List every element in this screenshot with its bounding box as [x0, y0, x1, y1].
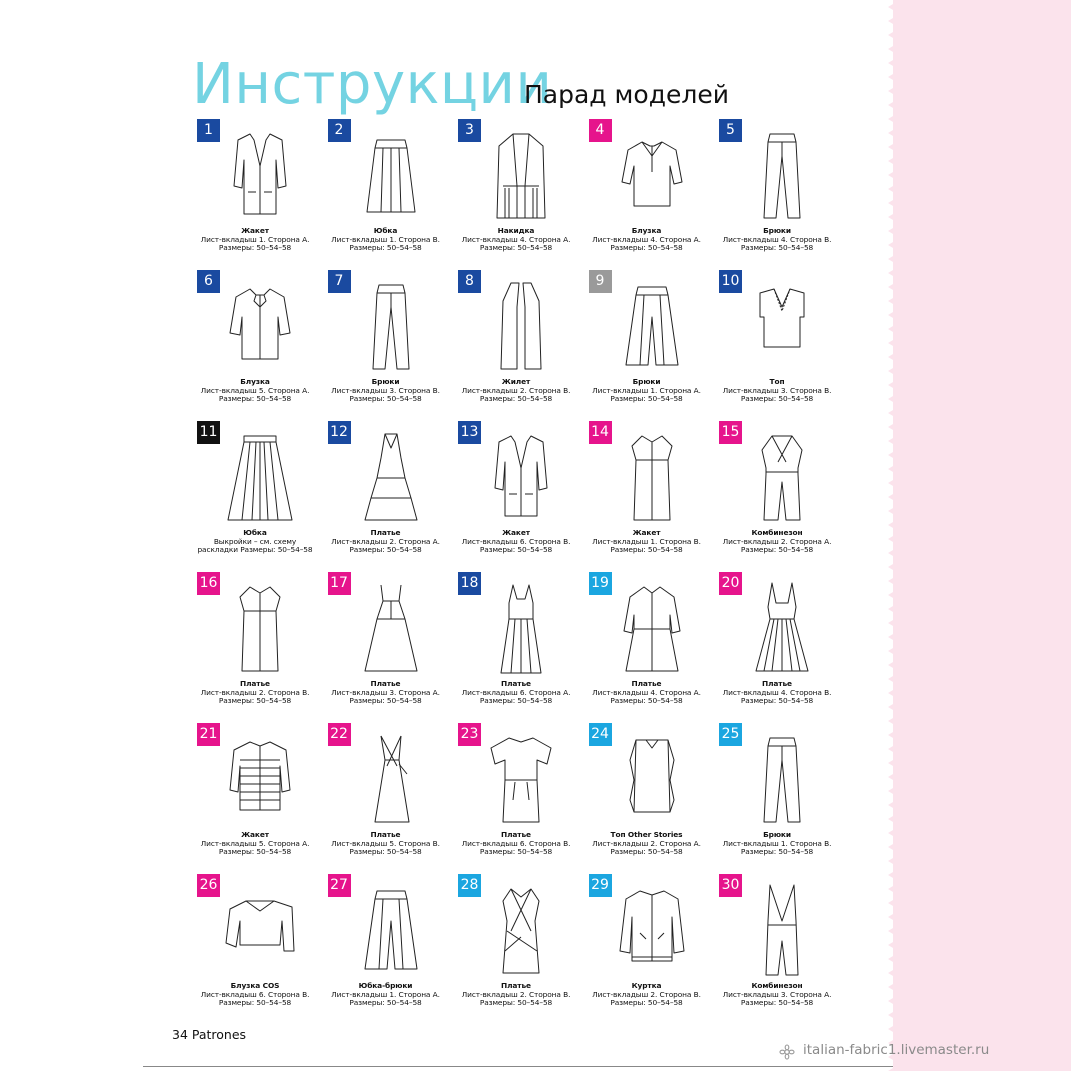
dress-tiered-icon — [351, 428, 431, 528]
model-number-badge: 30 — [719, 874, 742, 897]
model-name: Брюки — [371, 377, 400, 386]
model-caption — [190, 680, 320, 706]
model-sheet: Лист-вкладыш 4. Сторона А. — [461, 234, 571, 244]
model-caption — [190, 227, 320, 253]
dress-icon — [612, 428, 692, 528]
model-sizes: Размеры: 50–54–58 — [349, 998, 422, 1008]
model-sheet: Лист-вкладыш 1. Сторона А. — [331, 989, 440, 999]
model-number-badge: 25 — [719, 723, 742, 746]
jumpsuit-v-icon — [742, 881, 822, 981]
model-card — [190, 571, 321, 722]
bomber-icon — [612, 881, 692, 981]
model-name: Блузка — [240, 377, 270, 386]
model-sizes: Размеры: 50–54–58 — [479, 847, 553, 857]
model-name: Куртка — [631, 981, 662, 990]
dress-wrap-icon — [351, 730, 431, 830]
model-number-badge: 8 — [458, 270, 481, 293]
trousers-icon — [742, 126, 822, 226]
model-card — [582, 722, 713, 873]
model-name: Блузка — [631, 226, 662, 235]
model-card — [451, 571, 582, 722]
model-sizes: Размеры: 50–54–58 — [610, 394, 683, 404]
dress-pleated-icon — [742, 579, 822, 679]
model-number-badge: 15 — [719, 421, 742, 444]
side-decor-stripe — [893, 0, 1071, 1071]
model-sheet: Лист-вкладыш 6. Сторона В. — [461, 536, 571, 546]
dress-drape-icon — [481, 881, 561, 981]
model-sheet: Лист-вкладыш 1. Сторона А. — [592, 385, 701, 395]
model-caption — [321, 831, 451, 857]
model-sizes: Размеры: 50–54–58 — [349, 847, 422, 857]
model-number-badge: 9 — [589, 270, 612, 293]
model-number-badge: 29 — [589, 874, 612, 897]
dress-tee-icon — [481, 730, 561, 830]
model-sheet: Лист-вкладыш 2. Сторона В. — [461, 989, 571, 999]
model-caption — [190, 831, 320, 857]
model-caption — [190, 378, 320, 404]
model-caption — [712, 982, 842, 1008]
model-sheet: Лист-вкладыш 3. Сторона В. — [722, 385, 832, 395]
model-caption — [451, 227, 581, 253]
shirtdress-icon — [612, 579, 692, 679]
model-card — [451, 873, 582, 1024]
model-sizes: Размеры: 50–54–58 — [349, 545, 422, 555]
jacket-icon — [481, 428, 561, 528]
model-sheet: Лист-вкладыш 1. Сторона В. — [331, 234, 440, 244]
model-card — [712, 118, 843, 269]
model-card — [321, 571, 452, 722]
page-subtitle: Парад моделей — [524, 80, 729, 109]
model-card — [190, 269, 321, 420]
model-caption — [582, 378, 712, 404]
zigzag-edge — [884, 0, 900, 1071]
model-card — [712, 722, 843, 873]
model-name: Жакет — [241, 226, 269, 235]
model-card — [321, 873, 452, 1024]
model-name: Платье — [501, 830, 531, 839]
model-card — [321, 269, 452, 420]
model-card — [190, 118, 321, 269]
model-card — [582, 571, 713, 722]
cape-icon — [481, 126, 561, 226]
model-caption — [582, 227, 712, 253]
model-card — [582, 873, 713, 1024]
model-sizes: Размеры: 50–54–58 — [479, 243, 553, 253]
model-card — [190, 420, 321, 571]
blouse-icon — [612, 126, 692, 226]
model-sheet: Лист-вкладыш 5. Сторона А. — [200, 838, 310, 848]
model-sizes: Размеры: 50–54–58 — [218, 998, 292, 1008]
model-sizes: Размеры: 50–54–58 — [349, 696, 422, 706]
model-number-badge: 24 — [589, 723, 612, 746]
model-number-badge: 13 — [458, 421, 481, 444]
model-name: Жакет — [241, 830, 269, 839]
model-number-badge: 28 — [458, 874, 481, 897]
model-card — [582, 269, 713, 420]
model-card — [451, 722, 582, 873]
model-number-badge: 17 — [328, 572, 351, 595]
model-caption — [582, 831, 712, 857]
model-sizes: Размеры: 50–54–58 — [349, 394, 422, 404]
model-name: Комбинезон — [751, 981, 803, 990]
model-card — [451, 118, 582, 269]
dress-strap-icon — [351, 579, 431, 679]
model-card — [190, 873, 321, 1024]
model-sheet: Лист-вкладыш 2. Сторона А. — [331, 536, 440, 546]
model-name: Юбка-брюки — [358, 981, 413, 990]
model-card — [712, 420, 843, 571]
model-sheet: Лист-вкладыш 4. Сторона В. — [722, 687, 832, 697]
model-caption — [712, 227, 842, 253]
model-sizes: Размеры: 50–54–58 — [349, 243, 422, 253]
model-sheet: Лист-вкладыш 1. Сторона А. — [200, 234, 310, 244]
model-number-badge: 10 — [719, 270, 742, 293]
model-number-badge: 3 — [458, 119, 481, 142]
model-sizes: Размеры: 50–54–58 — [740, 545, 814, 555]
model-number-badge: 11 — [197, 421, 220, 444]
model-card — [190, 722, 321, 873]
model-caption — [451, 982, 581, 1008]
jacket-icon — [220, 126, 300, 226]
top-icon — [742, 277, 822, 377]
model-card — [582, 420, 713, 571]
model-caption — [321, 227, 451, 253]
trousers-icon — [351, 277, 431, 377]
model-caption — [582, 982, 712, 1008]
model-sheet: Лист-вкладыш 2. Сторона В. — [461, 385, 571, 395]
model-number-badge: 5 — [719, 119, 742, 142]
culottes-icon — [612, 277, 692, 377]
model-sheet: Лист-вкладыш 4. Сторона В. — [722, 234, 832, 244]
model-caption — [451, 680, 581, 706]
watermark-text: italian-fabric1.livemaster.ru — [803, 1042, 990, 1058]
model-name: Топ — [769, 377, 785, 386]
model-number-badge: 23 — [458, 723, 481, 746]
dress-long-icon — [481, 579, 561, 679]
page-title: Инструкции — [192, 52, 553, 117]
model-sheet: Лист-вкладыш 6. Сторона А. — [461, 687, 571, 697]
model-name: Брюки — [763, 830, 791, 839]
trousers-icon — [742, 730, 822, 830]
model-name: Платье — [631, 679, 662, 688]
jacket-tweed-icon — [220, 730, 300, 830]
model-sizes: Размеры: 50–54–58 — [479, 394, 553, 404]
model-number-badge: 22 — [328, 723, 351, 746]
model-sizes: Размеры: 50–54–58 — [218, 243, 292, 253]
model-name: Платье — [370, 528, 401, 537]
model-name: Брюки — [763, 226, 791, 235]
model-card — [712, 571, 843, 722]
model-caption — [451, 529, 581, 555]
model-sheet: Лист-вкладыш 2. Сторона В. — [592, 989, 701, 999]
model-name: Жакет — [632, 528, 661, 537]
model-caption — [712, 831, 842, 857]
model-name: Накидка — [497, 226, 535, 235]
model-caption — [190, 529, 320, 555]
model-caption — [321, 378, 451, 404]
model-number-badge: 16 — [197, 572, 220, 595]
model-caption — [712, 680, 842, 706]
model-sizes: Размеры: 50–54–58 — [610, 545, 683, 555]
model-name: Платье — [240, 679, 270, 688]
model-sizes: Размеры: 50–54–58 — [610, 696, 683, 706]
model-caption — [712, 378, 842, 404]
model-name: Платье — [370, 830, 401, 839]
vest-icon — [481, 277, 561, 377]
model-sheet: Лист-вкладыш 6. Сторона В. — [200, 989, 310, 999]
model-number-badge: 20 — [719, 572, 742, 595]
model-sheet: Лист-вкладыш 1. Сторона В. — [592, 536, 701, 546]
model-sizes: Размеры: 50–54–58 — [740, 394, 814, 404]
model-sheet: Лист-вкладыш 3. Сторона В. — [331, 385, 440, 395]
model-number-badge: 12 — [328, 421, 351, 444]
model-number-badge: 18 — [458, 572, 481, 595]
model-card — [712, 269, 843, 420]
model-name: Топ Other Stories — [610, 830, 683, 839]
model-card — [712, 873, 843, 1024]
dress-icon — [220, 579, 300, 679]
model-number-badge: 26 — [197, 874, 220, 897]
model-sheet: Лист-вкладыш 4. Сторона А. — [592, 687, 701, 697]
model-name: Комбинезон — [751, 528, 803, 537]
model-number-badge: 2 — [328, 119, 351, 142]
model-caption — [712, 529, 842, 555]
model-sizes: Размеры: 50–54–58 — [610, 847, 683, 857]
jumpsuit-icon — [742, 428, 822, 528]
model-sheet: Лист-вкладыш 4. Сторона А. — [592, 234, 701, 244]
model-sizes: Размеры: 50–54–58 — [479, 998, 553, 1008]
model-sizes: Размеры: 50–54–58 — [740, 847, 814, 857]
model-caption — [451, 378, 581, 404]
model-caption — [582, 680, 712, 706]
model-sheet: Лист-вкладыш 2. Сторона А. — [722, 536, 832, 546]
model-sizes: Размеры: 50–54–58 — [479, 696, 553, 706]
model-name: Платье — [370, 679, 401, 688]
model-caption — [321, 982, 451, 1008]
model-number-badge: 27 — [328, 874, 351, 897]
model-sheet: Лист-вкладыш 2. Сторона А. — [592, 838, 701, 848]
model-number-badge: 7 — [328, 270, 351, 293]
model-number-badge: 19 — [589, 572, 612, 595]
model-sheet: Лист-вкладыш 1. Сторона В. — [722, 838, 832, 848]
model-name: Платье — [501, 981, 531, 990]
top-ruffle-icon — [612, 730, 692, 830]
model-caption — [582, 529, 712, 555]
model-sizes: Размеры: 50–54–58 — [218, 394, 292, 404]
models-grid — [190, 118, 843, 1024]
model-card — [321, 420, 452, 571]
skirt-icon — [351, 126, 431, 226]
model-sizes: раскладки Размеры: 50–54–58 — [197, 545, 313, 555]
model-sheet: Выкройки – см. схему — [213, 536, 297, 546]
page-edge-line — [143, 1066, 893, 1067]
model-card — [451, 420, 582, 571]
model-name: Юбка — [373, 226, 398, 235]
page-footer: 34 Patrones — [172, 1027, 247, 1042]
watermark — [781, 1042, 989, 1058]
model-name: Жакет — [502, 528, 530, 537]
blouse-cropped-icon — [220, 881, 300, 981]
model-number-badge: 14 — [589, 421, 612, 444]
skirt-long-icon — [220, 428, 300, 528]
model-caption — [190, 982, 320, 1008]
model-card — [321, 118, 452, 269]
model-name: Жилет — [501, 377, 531, 386]
model-sizes: Размеры: 50–54–58 — [218, 847, 292, 857]
model-number-badge: 4 — [589, 119, 612, 142]
model-sizes: Размеры: 50–54–58 — [610, 998, 683, 1008]
model-sheet: Лист-вкладыш 2. Сторона В. — [200, 687, 310, 697]
model-sizes: Размеры: 50–54–58 — [740, 243, 814, 253]
model-card — [451, 269, 582, 420]
model-sheet: Лист-вкладыш 3. Сторона А. — [331, 687, 440, 697]
model-name: Юбка — [243, 528, 267, 537]
model-sheet: Лист-вкладыш 6. Сторона В. — [461, 838, 571, 848]
model-sizes: Размеры: 50–54–58 — [610, 243, 683, 253]
model-sizes: Размеры: 50–54–58 — [740, 696, 814, 706]
model-card — [321, 722, 452, 873]
model-sizes: Размеры: 50–54–58 — [740, 998, 814, 1008]
model-name: Блузка COS — [230, 981, 280, 990]
model-name: Брюки — [632, 377, 661, 386]
model-number-badge: 21 — [197, 723, 220, 746]
model-sheet: Лист-вкладыш 3. Сторона А. — [722, 989, 832, 999]
model-sheet: Лист-вкладыш 5. Сторона В. — [331, 838, 440, 848]
culottes-icon — [351, 881, 431, 981]
model-name: Платье — [501, 679, 531, 688]
model-number-badge: 1 — [197, 119, 220, 142]
model-card — [582, 118, 713, 269]
model-caption — [321, 680, 451, 706]
model-sizes: Размеры: 50–54–58 — [218, 696, 292, 706]
model-number-badge: 6 — [197, 270, 220, 293]
model-name: Платье — [762, 679, 792, 688]
shirt-icon — [220, 277, 300, 377]
model-caption — [451, 831, 581, 857]
model-sizes: Размеры: 50–54–58 — [479, 545, 553, 555]
model-sheet: Лист-вкладыш 5. Сторона А. — [200, 385, 310, 395]
model-caption — [321, 529, 451, 555]
